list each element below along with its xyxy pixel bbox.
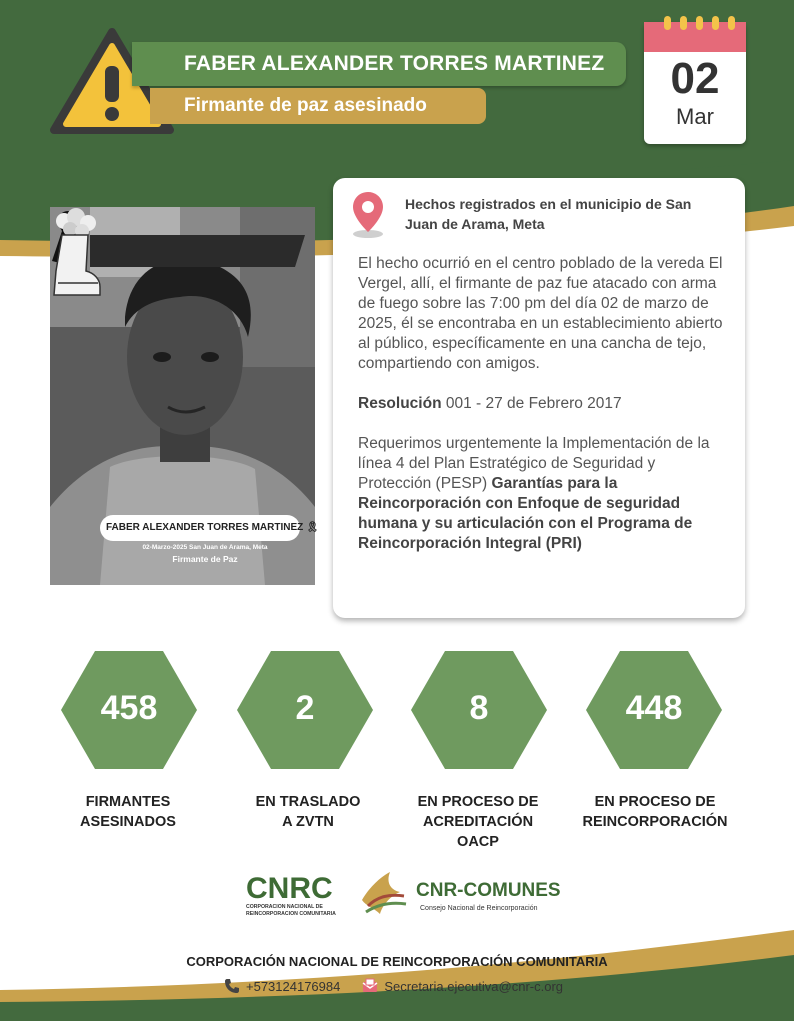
email-address[interactable]: Secretaria.ejecutiva@cnr-c.org <box>384 978 564 994</box>
demand-paragraph <box>358 434 730 554</box>
small-ribbon-icon: 🎗 <box>306 522 319 533</box>
stat-label-line: OACP <box>457 834 499 850</box>
victim-photo <box>50 207 319 585</box>
demand-text: Requerimos urgentemente la Implementación de la línea 4 del Plan Estratégico de Seguridad y Protección (PESP) <box>358 435 710 492</box>
comunes-logo-sub: Consejo Nacional de Reincorporación <box>420 905 538 912</box>
phone-number[interactable]: +573124176984 <box>246 978 341 994</box>
cnrc-logo-sub: REINCORPORACION COMUNITARIA <box>246 911 336 917</box>
cnrc-logo-sub: CORPORACION NACIONAL DE <box>246 904 323 910</box>
calendar-day: 02 <box>670 54 720 103</box>
facts-paragraph: El hecho ocurrió en el centro poblado de la vereda El Vergel, allí, el firmante de paz fue atacado con arma de fuego sobre las 7:00 pm del día 02 de marzo de 2025, él se encontraba en un establecimiento abierto al público, específicamente en una cancha de tejo, compartiendo con amigos. <box>358 255 723 372</box>
demand-bold-text: Garantías para la Reincorporación con Enfoque de seguridad humana y su articulación con el Programa de Reincorporación Integral (PRI) <box>358 475 693 552</box>
stat-value: 8 <box>469 689 489 727</box>
stat-label <box>223 792 393 832</box>
facts-body <box>358 254 730 574</box>
banner-role: Firmante de Paz <box>172 554 238 564</box>
calendar-ring <box>712 16 719 30</box>
cnrc-logo <box>244 868 346 918</box>
comunes-logo-text: CNR-COMUNES <box>416 880 561 901</box>
banner-date: 02-Marzo-2025 San Juan de Arama, Meta <box>142 544 268 551</box>
stat-label <box>43 792 213 832</box>
phone-icon <box>224 978 240 994</box>
stat-hexagon <box>586 651 722 769</box>
stat-hexagon <box>411 651 547 769</box>
calendar-ring <box>664 16 671 30</box>
stat-label <box>393 792 563 852</box>
banner-victim-name: FABER ALEXANDER TORRES MARTINEZ 🎗 <box>100 515 300 541</box>
stat-hexagon <box>61 651 197 769</box>
date-calendar <box>644 22 746 144</box>
facts-card <box>333 178 745 618</box>
stat-label-line: ACREDITACIÓN <box>422 814 534 830</box>
facts-heading: Hechos registrados en el municipio de San Juan de Arama, Meta <box>405 196 692 232</box>
footer-contact <box>224 977 563 995</box>
location-pin-icon <box>351 190 385 240</box>
email-icon <box>362 978 378 994</box>
stat-value: 2 <box>295 689 315 727</box>
stat-hexagon <box>237 651 373 769</box>
cnr-comunes-logo <box>360 866 561 920</box>
boot-flowers-icon <box>50 207 100 297</box>
calendar-ring <box>728 16 735 30</box>
calendar-ring <box>696 16 703 30</box>
calendar-header <box>644 22 746 52</box>
stat-label-line: ASESINADOS <box>80 814 176 830</box>
stat-label <box>570 792 740 832</box>
resolution-line <box>358 394 730 414</box>
stat-label-line: FIRMANTES <box>85 794 171 810</box>
calendar-month: Mar <box>676 104 714 129</box>
stat-label-line: A ZVTN <box>282 814 334 830</box>
stat-label-line: REINCORPORACIÓN <box>582 814 728 830</box>
stat-value: 458 <box>100 689 158 727</box>
stat-value: 448 <box>625 689 683 727</box>
victim-subtitle: Firmante de paz asesinado <box>150 88 486 124</box>
victim-name: FABER ALEXANDER TORRES MARTINEZ <box>132 42 626 86</box>
stat-label-line: EN PROCESO DE <box>594 794 716 810</box>
resolution-label: Resolución <box>358 395 442 412</box>
stat-label-line: EN TRASLADO <box>255 794 361 810</box>
footer-title: CORPORACIÓN NACIONAL DE REINCORPORACIÓN COMUNITARIA <box>186 954 608 969</box>
calendar-ring <box>680 16 687 30</box>
resolution-value: 001 - 27 de Febrero 2017 <box>441 395 622 412</box>
cnrc-logo-text: CNRC <box>246 872 333 905</box>
stat-label-line: EN PROCESO DE <box>417 794 539 810</box>
